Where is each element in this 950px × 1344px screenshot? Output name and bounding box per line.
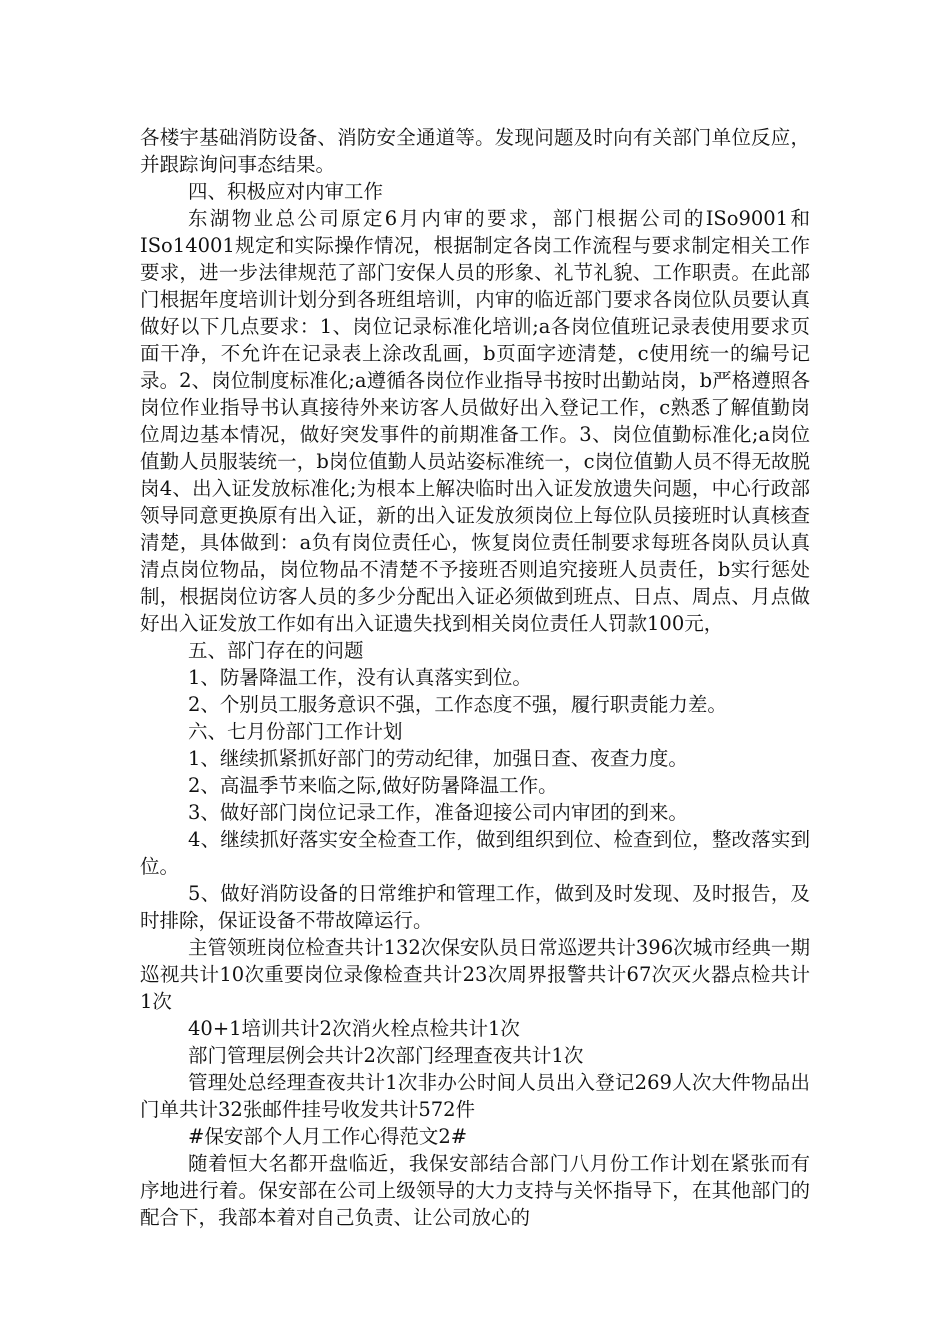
problem-item-2: 2、个别员工服务意识不强，工作态度不强，履行职责能力差。 bbox=[188, 693, 727, 716]
plan-item-3: 3、做好部门岗位记录工作，准备迎接公司内审团的到来。 bbox=[188, 801, 688, 824]
paragraph-article-2-intro: 随着恒大名都开盘临近，我保安部结合部门八月份工作计划在紧张而有序地进行着。保安部在公司上级领导的大力支持与关怀指导下，在其他部门的配合下，我部本着对自己负责、让公司放心的 bbox=[140, 1152, 810, 1229]
section-heading-internal-audit: 四、积极应对内审工作 bbox=[188, 180, 384, 203]
plan-item-1: 1、继续抓紧抓好部门的劳动纪律，加强日查、夜查力度。 bbox=[188, 747, 688, 770]
plan-item-4: 4、继续抓好落实安全检查工作，做到组织到位、检查到位，整改落实到位。 bbox=[140, 828, 810, 878]
statistics-paragraph-4: 管理处总经理查夜共计1次非办公时间人员出入登记269人次大件物品出门单共计32张邮件挂号收发共计572件 bbox=[140, 1071, 810, 1121]
document-body bbox=[140, 124, 810, 1231]
paragraph-continuation: 各楼宇基础消防设备、消防安全通道等。发现问题及时向有关部门单位反应，并跟踪询问事态结果。 bbox=[140, 126, 810, 176]
section-heading-problems: 五、部门存在的问题 bbox=[188, 639, 364, 662]
statistics-paragraph-1: 主管领班岗位检查共计132次保安队员日常巡逻共计396次城市经典一期巡视共计10次重要岗位录像检查共计23次周界报警共计67次灭火器点检共计1次 bbox=[140, 936, 810, 1013]
plan-item-2: 2、高温季节来临之际,做好防暑降温工作。 bbox=[188, 774, 558, 797]
paragraph-internal-audit: 东湖物业总公司原定6月内审的要求，部门根据公司的ISo9001和ISo14001规定和实际操作情况，根据制定各岗工作流程与要求制定相关工作要求，进一步法律规范了部门安保人员的形象、礼节礼貌、工作职责。在此部门根据年度培训计划分到各班组培训，内审的临近部门要求各岗位队员要认真做好以下几点要求：1、岗位记录标准化培训;a各岗位值班记录表使用要求页面干净，不允许在记录表上涂改乱画，b页面字迹清楚，c使用统一的编号记录。2、岗位制度标准化;a遵循各岗位作业指导书按时出勤站岗，b严格遵照各岗位作业指导书认真接待外来访客人员做好出入登记工作，c熟悉了解值勤岗位周边基本情况，做好突发事件的前期准备工作。3、岗位值勤标准化;a岗位值勤人员服装统一，b岗位值勤人员站姿标准统一，c岗位值勤人员不得无故脱岗4、出入证发放标准化;为根本上解决临时出入证发放遗失问题，中心行政部领导同意更换原有出入证，新的出入证发放须岗位上每位队员接班时认真核查清楚，具体做到：a负有岗位责任心，恢复岗位责任制要求每班各岗队员认真清点岗位物品，岗位物品不清楚不予接班否则追究接班人员责任，b实行惩处制，根据岗位访客人员的多少分配出入证必须做到班点、日点、周点、月点做好出入证发放工作如有出入证遗失找到相关岗位责任人罚款100元， bbox=[140, 207, 810, 635]
section-heading-july-plan: 六、七月份部门工作计划 bbox=[188, 720, 403, 743]
article-heading-2: #保安部个人月工作心得范文2# bbox=[188, 1125, 468, 1148]
statistics-paragraph-3: 部门管理层例会共计2次部门经理查夜共计1次 bbox=[188, 1044, 584, 1067]
plan-item-5: 5、做好消防设备的日常维护和管理工作，做到及时发现、及时报告，及时排除，保证设备不带故障运行。 bbox=[140, 882, 810, 932]
statistics-paragraph-2: 40+1培训共计2次消火栓点检共计1次 bbox=[188, 1017, 520, 1040]
problem-item-1: 1、防暑降温工作，没有认真落实到位。 bbox=[188, 666, 532, 689]
